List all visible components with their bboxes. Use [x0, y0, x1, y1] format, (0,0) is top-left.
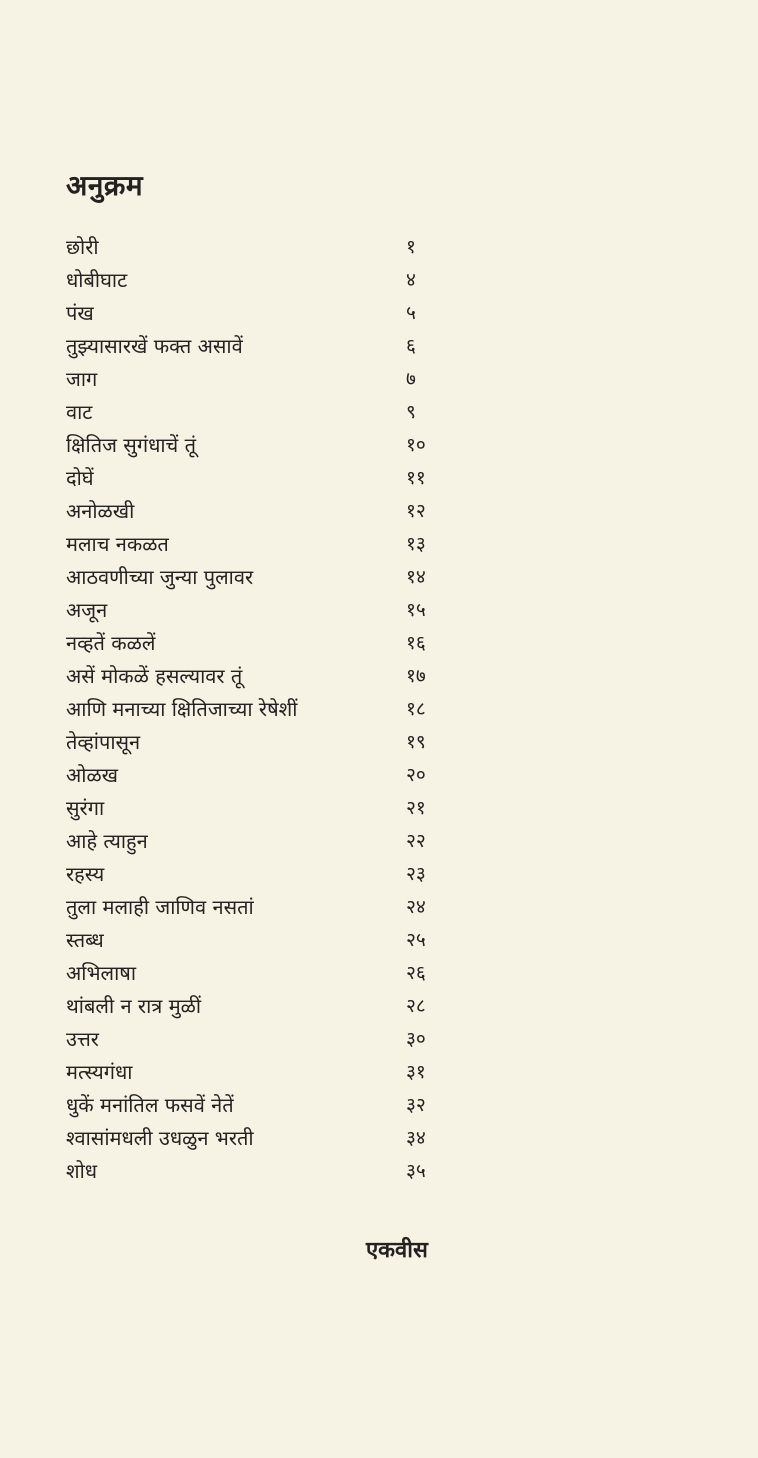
toc-title: आहे त्याहुन [66, 829, 148, 853]
toc-page-number: २० [406, 764, 426, 786]
toc-row [66, 494, 456, 528]
toc-page-number: ३१ [406, 1061, 426, 1083]
toc-title: नव्हतें कळलें [66, 631, 156, 655]
toc-title: तुझ्यासारखें फक्त असावें [66, 334, 243, 358]
toc-row [66, 461, 456, 495]
toc-row [66, 1022, 456, 1056]
toc-row [66, 923, 456, 957]
toc-row [66, 527, 456, 561]
toc-page-number: १ [406, 236, 416, 258]
toc-page-number: ५ [406, 302, 416, 324]
toc-page-number: २२ [406, 830, 426, 852]
toc-page-number: २८ [406, 995, 426, 1017]
toc-page-number: १९ [406, 731, 426, 753]
toc-title: उत्तर [66, 1027, 99, 1051]
toc-title: तेव्हांपासून [66, 730, 141, 754]
toc-title: वाट [66, 400, 93, 424]
toc-title: मत्स्यगंधा [66, 1060, 133, 1084]
toc-page-number: ११ [406, 467, 426, 489]
toc-page-number: १८ [406, 698, 426, 720]
contents-heading: अनुक्रम [66, 169, 144, 202]
toc-title: शोध [66, 1159, 98, 1183]
toc-row [66, 230, 456, 264]
toc-page-number: ६ [406, 335, 416, 357]
toc-row [66, 428, 456, 462]
toc-page-number: १६ [406, 632, 426, 654]
toc-title: पंख [66, 301, 94, 325]
toc-page-number: ४ [406, 269, 416, 291]
toc-page-number: १७ [406, 665, 426, 687]
toc-row [66, 659, 456, 693]
toc-title: आठवणीच्या जुन्या पुलावर [66, 565, 254, 589]
toc-row [66, 263, 456, 297]
toc-row [66, 626, 456, 660]
toc-title: धुकें मनांतिल फसवें नेतें [66, 1093, 234, 1117]
toc-title: तुला मलाही जाणिव नसतां [66, 895, 254, 919]
toc-row [66, 824, 456, 858]
toc-page-number: २३ [406, 863, 426, 885]
toc-page-number: २१ [406, 797, 426, 819]
toc-row [66, 692, 456, 726]
toc-title: रहस्य [66, 862, 105, 886]
toc-title: अजून [66, 598, 108, 622]
toc-title: क्षितिज सुगंधाचें तूं [66, 433, 197, 457]
toc-title: स्तब्ध [66, 928, 104, 952]
toc-row [66, 593, 456, 627]
toc-row [66, 1055, 456, 1089]
toc-title: अभिलाषा [66, 961, 136, 985]
toc-title: असें मोकळें हसल्यावर तूं [66, 664, 243, 688]
toc-title: धोबीघाट [66, 268, 128, 292]
toc-title: थांबली न रात्र मुळीं [66, 994, 202, 1018]
toc-title: श्वासांमधली उधळुन भरती [66, 1126, 254, 1150]
toc-title: सुरंगा [66, 796, 105, 820]
toc-page-number: ७ [406, 368, 416, 390]
toc-row [66, 725, 456, 759]
toc-page-number: ९ [406, 401, 416, 423]
toc-row [66, 362, 456, 396]
toc-page-number: १५ [406, 599, 426, 621]
toc-page-number: २६ [406, 962, 426, 984]
toc-row [66, 890, 456, 924]
toc-page-number: १३ [406, 533, 426, 555]
toc-title: अनोळखी [66, 499, 135, 523]
toc-title: छोरी [66, 235, 99, 259]
toc-row [66, 329, 456, 363]
toc-page-number: १४ [406, 566, 426, 588]
toc-page-number: ३५ [406, 1160, 426, 1182]
toc-page-number: ३० [406, 1028, 426, 1050]
toc-row [66, 956, 456, 990]
toc-page-number: २४ [406, 896, 426, 918]
toc-page-number: २५ [406, 929, 426, 951]
toc-page-number: १० [406, 434, 426, 456]
toc-title: आणि मनाच्या क्षितिजाच्या रेषेशीं [66, 697, 298, 721]
toc-row [66, 857, 456, 891]
toc-row [66, 1088, 456, 1122]
toc-page-number: १२ [406, 500, 426, 522]
toc-row [66, 1154, 456, 1188]
toc-row [66, 758, 456, 792]
toc-title: ओळख [66, 763, 119, 787]
toc-row [66, 560, 456, 594]
toc-title: मलाच नकळत [66, 532, 169, 556]
toc-row [66, 395, 456, 429]
toc-row [66, 989, 456, 1023]
toc-row [66, 791, 456, 825]
toc-page-number: ३४ [406, 1127, 426, 1149]
toc-row [66, 1121, 456, 1155]
toc-title: दोघें [66, 466, 94, 490]
toc-title: जाग [66, 367, 98, 391]
toc-page-number: ३२ [406, 1094, 426, 1116]
toc-row [66, 296, 456, 330]
page-number-footer: एकवीस [366, 1237, 428, 1263]
